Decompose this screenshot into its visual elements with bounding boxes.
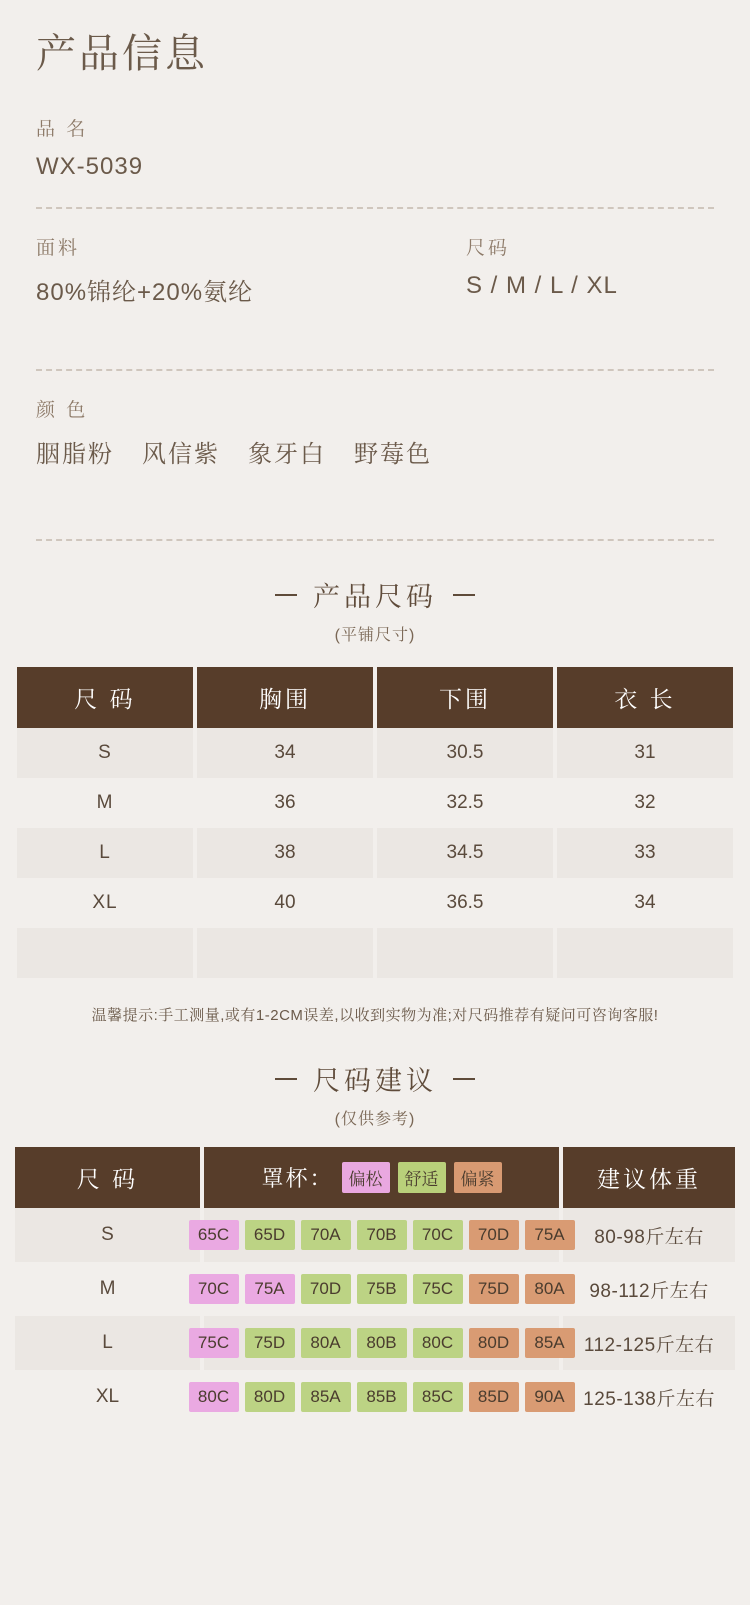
advice-section-title: 尺码建议 — [313, 1066, 437, 1096]
cup-chip: 85C — [413, 1382, 463, 1412]
cup-chip: 85B — [357, 1382, 407, 1412]
cup-chip: 80A — [301, 1328, 351, 1358]
cell-size: M — [17, 778, 193, 828]
cup-chip: 75D — [469, 1274, 519, 1304]
size-section-heading — [0, 575, 750, 645]
cell-cups — [197, 1370, 565, 1424]
cup-chip: 85A — [525, 1328, 575, 1358]
cup-chip: 75C — [413, 1274, 463, 1304]
legend-comfort: 舒适 — [398, 1162, 446, 1193]
fabric-size-row — [36, 233, 714, 333]
product-name-label: 品 名 — [36, 119, 89, 140]
color-label: 颜 色 — [36, 400, 89, 421]
cup-chip: 70A — [301, 1220, 351, 1250]
color-item: 野莓色 — [354, 441, 432, 468]
cell-empty — [17, 928, 193, 978]
dash-right-icon — [453, 594, 475, 596]
cell-cups — [197, 1208, 565, 1262]
size-table — [13, 667, 737, 978]
cell-empty — [197, 928, 373, 978]
cup-list — [197, 1382, 565, 1412]
cup-chip: 75A — [525, 1220, 575, 1250]
cup-list — [197, 1328, 565, 1358]
cup-chip: 75A — [245, 1274, 295, 1304]
dash-left-icon — [275, 594, 297, 596]
cell-size: XL — [17, 878, 193, 928]
cup-chip: 90A — [525, 1382, 575, 1412]
color-values — [36, 434, 714, 469]
divider-3 — [36, 539, 714, 541]
cup-chip: 70C — [189, 1274, 239, 1304]
cell-empty — [377, 928, 553, 978]
advice-header-size: 尺 码 — [15, 1147, 200, 1208]
spacer-1 — [36, 333, 714, 369]
cell-size: S — [15, 1208, 200, 1262]
legend-tight: 偏紧 — [454, 1162, 502, 1193]
size-column — [466, 233, 714, 333]
table-row — [17, 728, 733, 778]
advice-table-body — [15, 1208, 735, 1424]
cup-chip: 70D — [301, 1274, 351, 1304]
fabric-value: 80%锦纶+20%氨纶 — [36, 279, 254, 306]
size-table-header-size: 尺 码 — [17, 667, 193, 728]
cell-weight: 125-138斤左右 — [563, 1370, 735, 1424]
cup-label: 罩杯： — [261, 1166, 334, 1191]
table-row — [15, 1262, 735, 1316]
cell-length: 34 — [557, 878, 733, 928]
advice-header-cup — [204, 1147, 559, 1208]
size-table-header-row — [17, 667, 733, 728]
measurement-tip: 温馨提示:手工测量,或有1-2CM误差,以收到实物为准;对尺码推荐有疑问可咨询客服! — [91, 1007, 659, 1024]
cell-underbust: 34.5 — [377, 828, 553, 878]
advice-section-title-row — [0, 1059, 750, 1098]
table-row — [17, 878, 733, 928]
cup-chip: 75B — [357, 1274, 407, 1304]
size-section-title-row — [0, 575, 750, 614]
cell-underbust: 32.5 — [377, 778, 553, 828]
cup-chip: 80B — [357, 1328, 407, 1358]
size-section-title: 产品尺码 — [313, 582, 437, 612]
advice-table-header-row — [15, 1147, 735, 1208]
size-table-header-length: 衣 长 — [557, 667, 733, 728]
divider-2 — [36, 369, 714, 371]
cup-chip: 85D — [469, 1382, 519, 1412]
table-row-spacer — [17, 928, 733, 978]
size-table-head — [17, 667, 733, 728]
cup-chip: 75C — [189, 1328, 239, 1358]
divider-1 — [36, 207, 714, 209]
cell-bust: 38 — [197, 828, 373, 878]
table-row — [17, 778, 733, 828]
cell-length: 32 — [557, 778, 733, 828]
cup-chip: 80A — [525, 1274, 575, 1304]
color-item: 象牙白 — [248, 441, 326, 468]
cell-cups — [197, 1316, 565, 1370]
cup-list — [197, 1220, 565, 1250]
table-row — [15, 1208, 735, 1262]
color-item: 风信紫 — [142, 441, 220, 468]
cup-chip: 70B — [357, 1220, 407, 1250]
size-advice-table — [11, 1147, 739, 1424]
cup-legend-row — [204, 1162, 559, 1193]
cup-chip: 70D — [469, 1220, 519, 1250]
legend-loose: 偏松 — [342, 1162, 390, 1193]
size-table-header-bust: 胸围 — [197, 667, 373, 728]
cup-chip: 85A — [301, 1382, 351, 1412]
cup-chip: 80D — [469, 1328, 519, 1358]
advice-section-subtitle: (仅供参考) — [334, 1111, 416, 1128]
table-row — [15, 1316, 735, 1370]
cell-bust: 34 — [197, 728, 373, 778]
cup-chip: 70C — [413, 1220, 463, 1250]
advice-section-heading — [0, 1059, 750, 1129]
cell-cups — [197, 1262, 565, 1316]
cup-chip: 65C — [189, 1220, 239, 1250]
cell-bust: 36 — [197, 778, 373, 828]
dash-left-icon — [275, 1078, 297, 1080]
product-info-block — [0, 0, 750, 541]
bottom-spacer — [0, 1424, 750, 1454]
size-table-body — [17, 728, 733, 978]
page-title: 产品信息 — [36, 32, 208, 76]
cell-size: L — [17, 828, 193, 878]
spacer-2 — [36, 503, 714, 539]
advice-header-weight: 建议体重 — [563, 1147, 735, 1208]
size-section-subtitle: (平铺尺寸) — [334, 627, 416, 644]
cell-length: 31 — [557, 728, 733, 778]
cup-chip: 80C — [189, 1382, 239, 1412]
table-row — [17, 828, 733, 878]
size-table-header-underbust: 下围 — [377, 667, 553, 728]
cell-size: S — [17, 728, 193, 778]
cup-chip: 75D — [245, 1328, 295, 1358]
cell-weight: 98-112斤左右 — [563, 1262, 735, 1316]
fabric-label: 面料 — [36, 238, 81, 259]
cell-empty — [557, 928, 733, 978]
table-row — [15, 1370, 735, 1424]
cell-weight: 112-125斤左右 — [563, 1316, 735, 1370]
cell-size: M — [15, 1262, 200, 1316]
advice-table-head — [15, 1147, 735, 1208]
cell-underbust: 36.5 — [377, 878, 553, 928]
cup-chip: 80C — [413, 1328, 463, 1358]
product-name-value: WX-5039 — [36, 153, 144, 180]
cell-length: 33 — [557, 828, 733, 878]
cell-underbust: 30.5 — [377, 728, 553, 778]
size-value: S / M / L / XL — [466, 272, 618, 299]
cell-size: XL — [15, 1370, 200, 1424]
cell-bust: 40 — [197, 878, 373, 928]
cup-chip: 65D — [245, 1220, 295, 1250]
fabric-column — [36, 233, 466, 333]
cell-size: L — [15, 1316, 200, 1370]
color-item: 胭脂粉 — [36, 441, 114, 468]
cup-chip: 80D — [245, 1382, 295, 1412]
cup-list — [197, 1274, 565, 1304]
dash-right-icon — [453, 1078, 475, 1080]
size-label: 尺码 — [466, 238, 511, 259]
cell-weight: 80-98斤左右 — [563, 1208, 735, 1262]
